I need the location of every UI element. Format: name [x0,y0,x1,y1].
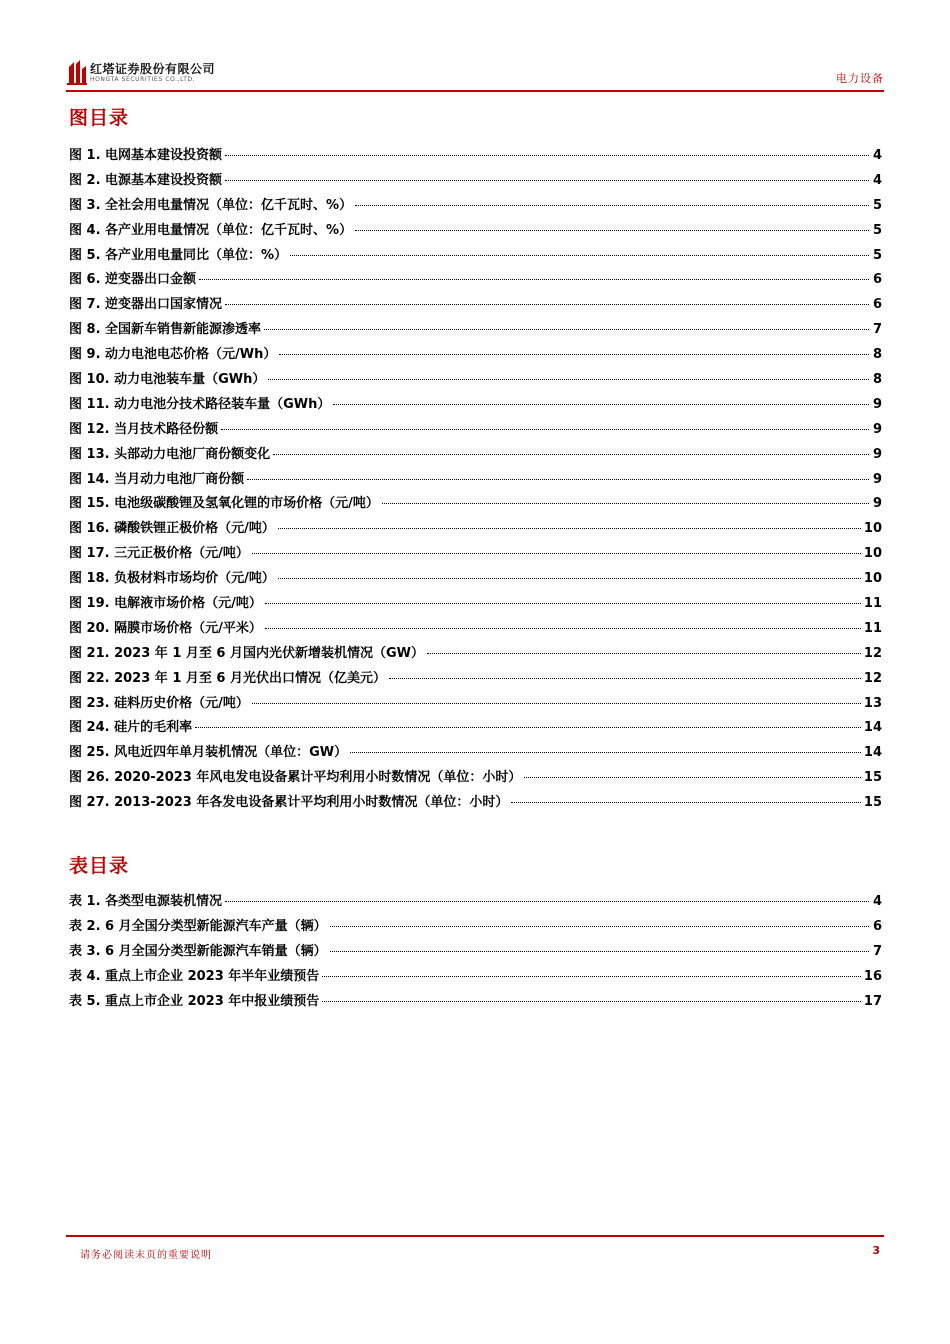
dot-leader [225,304,869,305]
table-entry-page: 7 [872,943,882,959]
figure-entry[interactable] [69,293,882,318]
figure-entry-number: 图 18. [69,571,110,587]
figure-entry-number: 图 7. [69,297,101,313]
figure-entry-number: 图 27. [69,795,110,811]
figure-entry-page: 5 [872,197,882,213]
dot-leader [225,180,869,181]
figure-index-list [69,144,882,816]
dot-leader [333,404,869,405]
figure-entry-title: 当月动力电池厂商份额 [114,471,245,487]
figure-entry[interactable] [69,393,882,418]
dot-leader [252,553,861,554]
figure-entry[interactable] [69,318,882,343]
figure-entry-page: 8 [872,372,882,388]
figure-entry[interactable] [69,567,882,592]
figure-entry-number: 图 16. [69,521,110,537]
dot-leader [382,503,869,504]
figure-entry[interactable] [69,542,882,567]
figure-entry-title: 动力电池装车量（GWh） [114,372,266,388]
dot-leader [195,727,861,728]
figure-entry[interactable] [69,642,882,667]
hongta-logo-icon [66,59,88,85]
dot-leader [355,205,869,206]
figure-entry-title: 全社会用电量情况（单位：亿千瓦时、%） [105,197,353,213]
header-divider [66,90,884,92]
figure-entry-title: 动力电池分技术路径装车量（GWh） [114,396,331,412]
company-logo [66,56,266,88]
table-entry-number: 表 2. [69,918,101,934]
table-entry[interactable] [69,890,882,915]
figure-entry-page: 11 [863,596,882,612]
footer-divider [66,1235,884,1237]
dot-leader [268,379,869,380]
dot-leader [290,255,869,256]
figure-entry-title: 2020-2023 年风电发电设备累计平均利用小时数情况（单位：小时） [114,770,522,786]
page-header [66,56,884,90]
figure-entry-page: 6 [872,297,882,313]
figure-entry-page: 9 [872,446,882,462]
figure-entry-number: 图 17. [69,546,110,562]
figure-entry[interactable] [69,219,882,244]
figure-entry-number: 图 22. [69,670,110,686]
page-number: 3 [872,1244,880,1257]
dot-leader [427,653,861,654]
table-entry[interactable] [69,965,882,990]
figure-entry[interactable] [69,716,882,741]
figure-entry-number: 图 3. [69,197,101,213]
figure-entry[interactable] [69,492,882,517]
figure-entry[interactable] [69,692,882,717]
figure-entry[interactable] [69,268,882,293]
figure-entry-number: 图 5. [69,247,101,263]
figure-entry-title: 电源基本建设投资额 [105,172,223,188]
figure-entry-page: 9 [872,421,882,437]
figure-entry-page: 15 [863,770,882,786]
dot-leader [511,802,861,803]
figure-entry-page: 14 [863,745,882,761]
figure-entry[interactable] [69,418,882,443]
figure-entry[interactable] [69,144,882,169]
logo-company-name: 红塔证券股份有限公司 [90,62,216,76]
table-entry-title: 6 月全国分类型新能源汽车销量（辆） [105,943,327,959]
figure-entry-page: 13 [863,695,882,711]
dot-leader [264,329,869,330]
figure-entry-title: 逆变器出口金额 [105,272,197,288]
dot-leader [225,155,869,156]
table-entry-page: 4 [872,894,882,909]
table-entry[interactable] [69,940,882,965]
figure-entry-page: 14 [863,720,882,736]
dot-leader [273,454,869,455]
dot-leader [330,951,869,952]
figure-entry-number: 图 9. [69,347,101,363]
table-entry-number: 表 5. [69,993,101,1009]
figure-entry-page: 12 [863,670,882,686]
figure-entry[interactable] [69,169,882,194]
figure-entry-number: 图 4. [69,222,101,238]
table-entry-title: 6 月全国分类型新能源汽车产量（辆） [105,918,327,934]
figure-entry[interactable] [69,468,882,493]
figure-entry[interactable] [69,592,882,617]
figure-entry-title: 头部动力电池厂商份额变化 [114,446,271,462]
logo-company-name-en: HONGTA SECURITIES CO.,LTD. [90,76,196,83]
figure-entry[interactable] [69,517,882,542]
table-entry-page: 16 [863,968,882,984]
figure-entry-title: 各产业用电量情况（单位：亿千瓦时、%） [105,222,353,238]
figure-entry-page: 10 [863,571,882,587]
industry-label: 电力设备 [836,72,884,85]
figure-entry-number: 图 14. [69,471,110,487]
dot-leader [252,703,861,704]
figure-entry-title: 2013-2023 年各发电设备累计平均利用小时数情况（单位：小时） [114,795,509,811]
figure-entry-number: 图 21. [69,645,110,661]
figure-entry-title: 电网基本建设投资额 [105,148,223,163]
figure-entry-page: 9 [872,471,882,487]
figure-entry[interactable] [69,766,882,791]
figure-entry-page: 11 [863,620,882,636]
figure-entry-title: 隔膜市场价格（元/平米） [114,620,262,636]
dot-leader [265,603,861,604]
figure-entry-page: 5 [872,222,882,238]
dot-leader [350,752,861,753]
disclaimer-note: 请务必阅读末页的重要说明 [80,1250,212,1261]
figure-entry-page: 8 [872,347,882,363]
figure-entry-page: 5 [872,247,882,263]
table-entry-number: 表 4. [69,968,101,984]
figure-entry-title: 硅片的毛利率 [114,720,193,736]
dot-leader [199,279,869,280]
figure-entry-number: 图 25. [69,745,110,761]
dot-leader [278,528,861,529]
figure-entry-page: 4 [872,148,882,163]
figure-entry-page: 9 [872,396,882,412]
figure-entry-page: 12 [863,645,882,661]
table-entry-title: 重点上市企业 2023 年中报业绩预告 [105,993,320,1009]
figure-entry-number: 图 1. [69,148,101,163]
figure-entry-number: 图 6. [69,272,101,288]
figure-entry-number: 图 11. [69,396,110,412]
figure-index-title: 图目录 [69,107,130,129]
table-entry-page: 17 [863,993,882,1009]
figure-entry-title: 当月技术路径份额 [114,421,219,437]
figure-entry-title: 负极材料市场均价（元/吨） [114,571,275,587]
figure-entry-title: 逆变器出口国家情况 [105,297,223,313]
figure-entry-number: 图 13. [69,446,110,462]
dot-leader [247,479,869,480]
table-index-title: 表目录 [69,855,130,877]
figure-entry-page: 7 [872,322,882,338]
figure-entry-number: 图 12. [69,421,110,437]
figure-entry-page: 4 [872,172,882,188]
figure-entry[interactable] [69,791,882,816]
dot-leader [355,230,869,231]
figure-entry-title: 电解液市场价格（元/吨） [114,596,262,612]
table-entry[interactable] [69,915,882,940]
dot-leader [524,777,861,778]
dot-leader [330,926,869,927]
figure-entry-page: 10 [863,546,882,562]
figure-entry-title: 三元正极价格（元/吨） [114,546,249,562]
table-entry[interactable] [69,990,882,1015]
figure-entry-number: 图 20. [69,620,110,636]
figure-entry-number: 图 23. [69,695,110,711]
figure-entry-title: 磷酸铁锂正极价格（元/吨） [114,521,275,537]
figure-entry[interactable] [69,667,882,692]
dot-leader [221,429,869,430]
figure-entry[interactable] [69,194,882,219]
figure-entry-title: 硅料历史价格（元/吨） [114,695,249,711]
figure-entry-page: 9 [872,496,882,512]
figure-entry-number: 图 15. [69,496,110,512]
figure-entry-number: 图 26. [69,770,110,786]
figure-entry[interactable] [69,244,882,269]
figure-entry[interactable] [69,741,882,766]
figure-entry[interactable] [69,443,882,468]
dot-leader [279,354,869,355]
dot-leader [278,578,861,579]
figure-entry-title: 2023 年 1 月至 6 月光伏出口情况（亿美元） [114,670,386,686]
table-index-list [69,890,882,1014]
figure-entry-number: 图 24. [69,720,110,736]
figure-entry-title: 全国新车销售新能源渗透率 [105,322,262,338]
dot-leader [225,901,869,902]
figure-entry-number: 图 8. [69,322,101,338]
figure-entry-number: 图 19. [69,596,110,612]
table-entry-number: 表 1. [69,894,101,909]
dot-leader [389,678,861,679]
figure-entry-title: 动力电池电芯价格（元/Wh） [105,347,277,363]
table-entry-number: 表 3. [69,943,101,959]
table-entry-title: 各类型电源装机情况 [105,894,223,909]
dot-leader [322,976,861,977]
figure-entry[interactable] [69,617,882,642]
table-entry-page: 6 [872,918,882,934]
figure-entry[interactable] [69,368,882,393]
figure-entry-page: 6 [872,272,882,288]
figure-entry-title: 2023 年 1 月至 6 月国内光伏新增装机情况（GW） [114,645,425,661]
figure-entry-page: 15 [863,795,882,811]
dot-leader [265,628,861,629]
figure-entry-title: 各产业用电量同比（单位：%） [105,247,288,263]
dot-leader [322,1001,861,1002]
figure-entry-page: 10 [863,521,882,537]
figure-entry[interactable] [69,343,882,368]
figure-entry-title: 风电近四年单月装机情况（单位：GW） [114,745,348,761]
table-entry-title: 重点上市企业 2023 年半年业绩预告 [105,968,320,984]
figure-entry-number: 图 2. [69,172,101,188]
figure-entry-number: 图 10. [69,372,110,388]
figure-entry-title: 电池级碳酸锂及氢氧化锂的市场价格（元/吨） [114,496,379,512]
